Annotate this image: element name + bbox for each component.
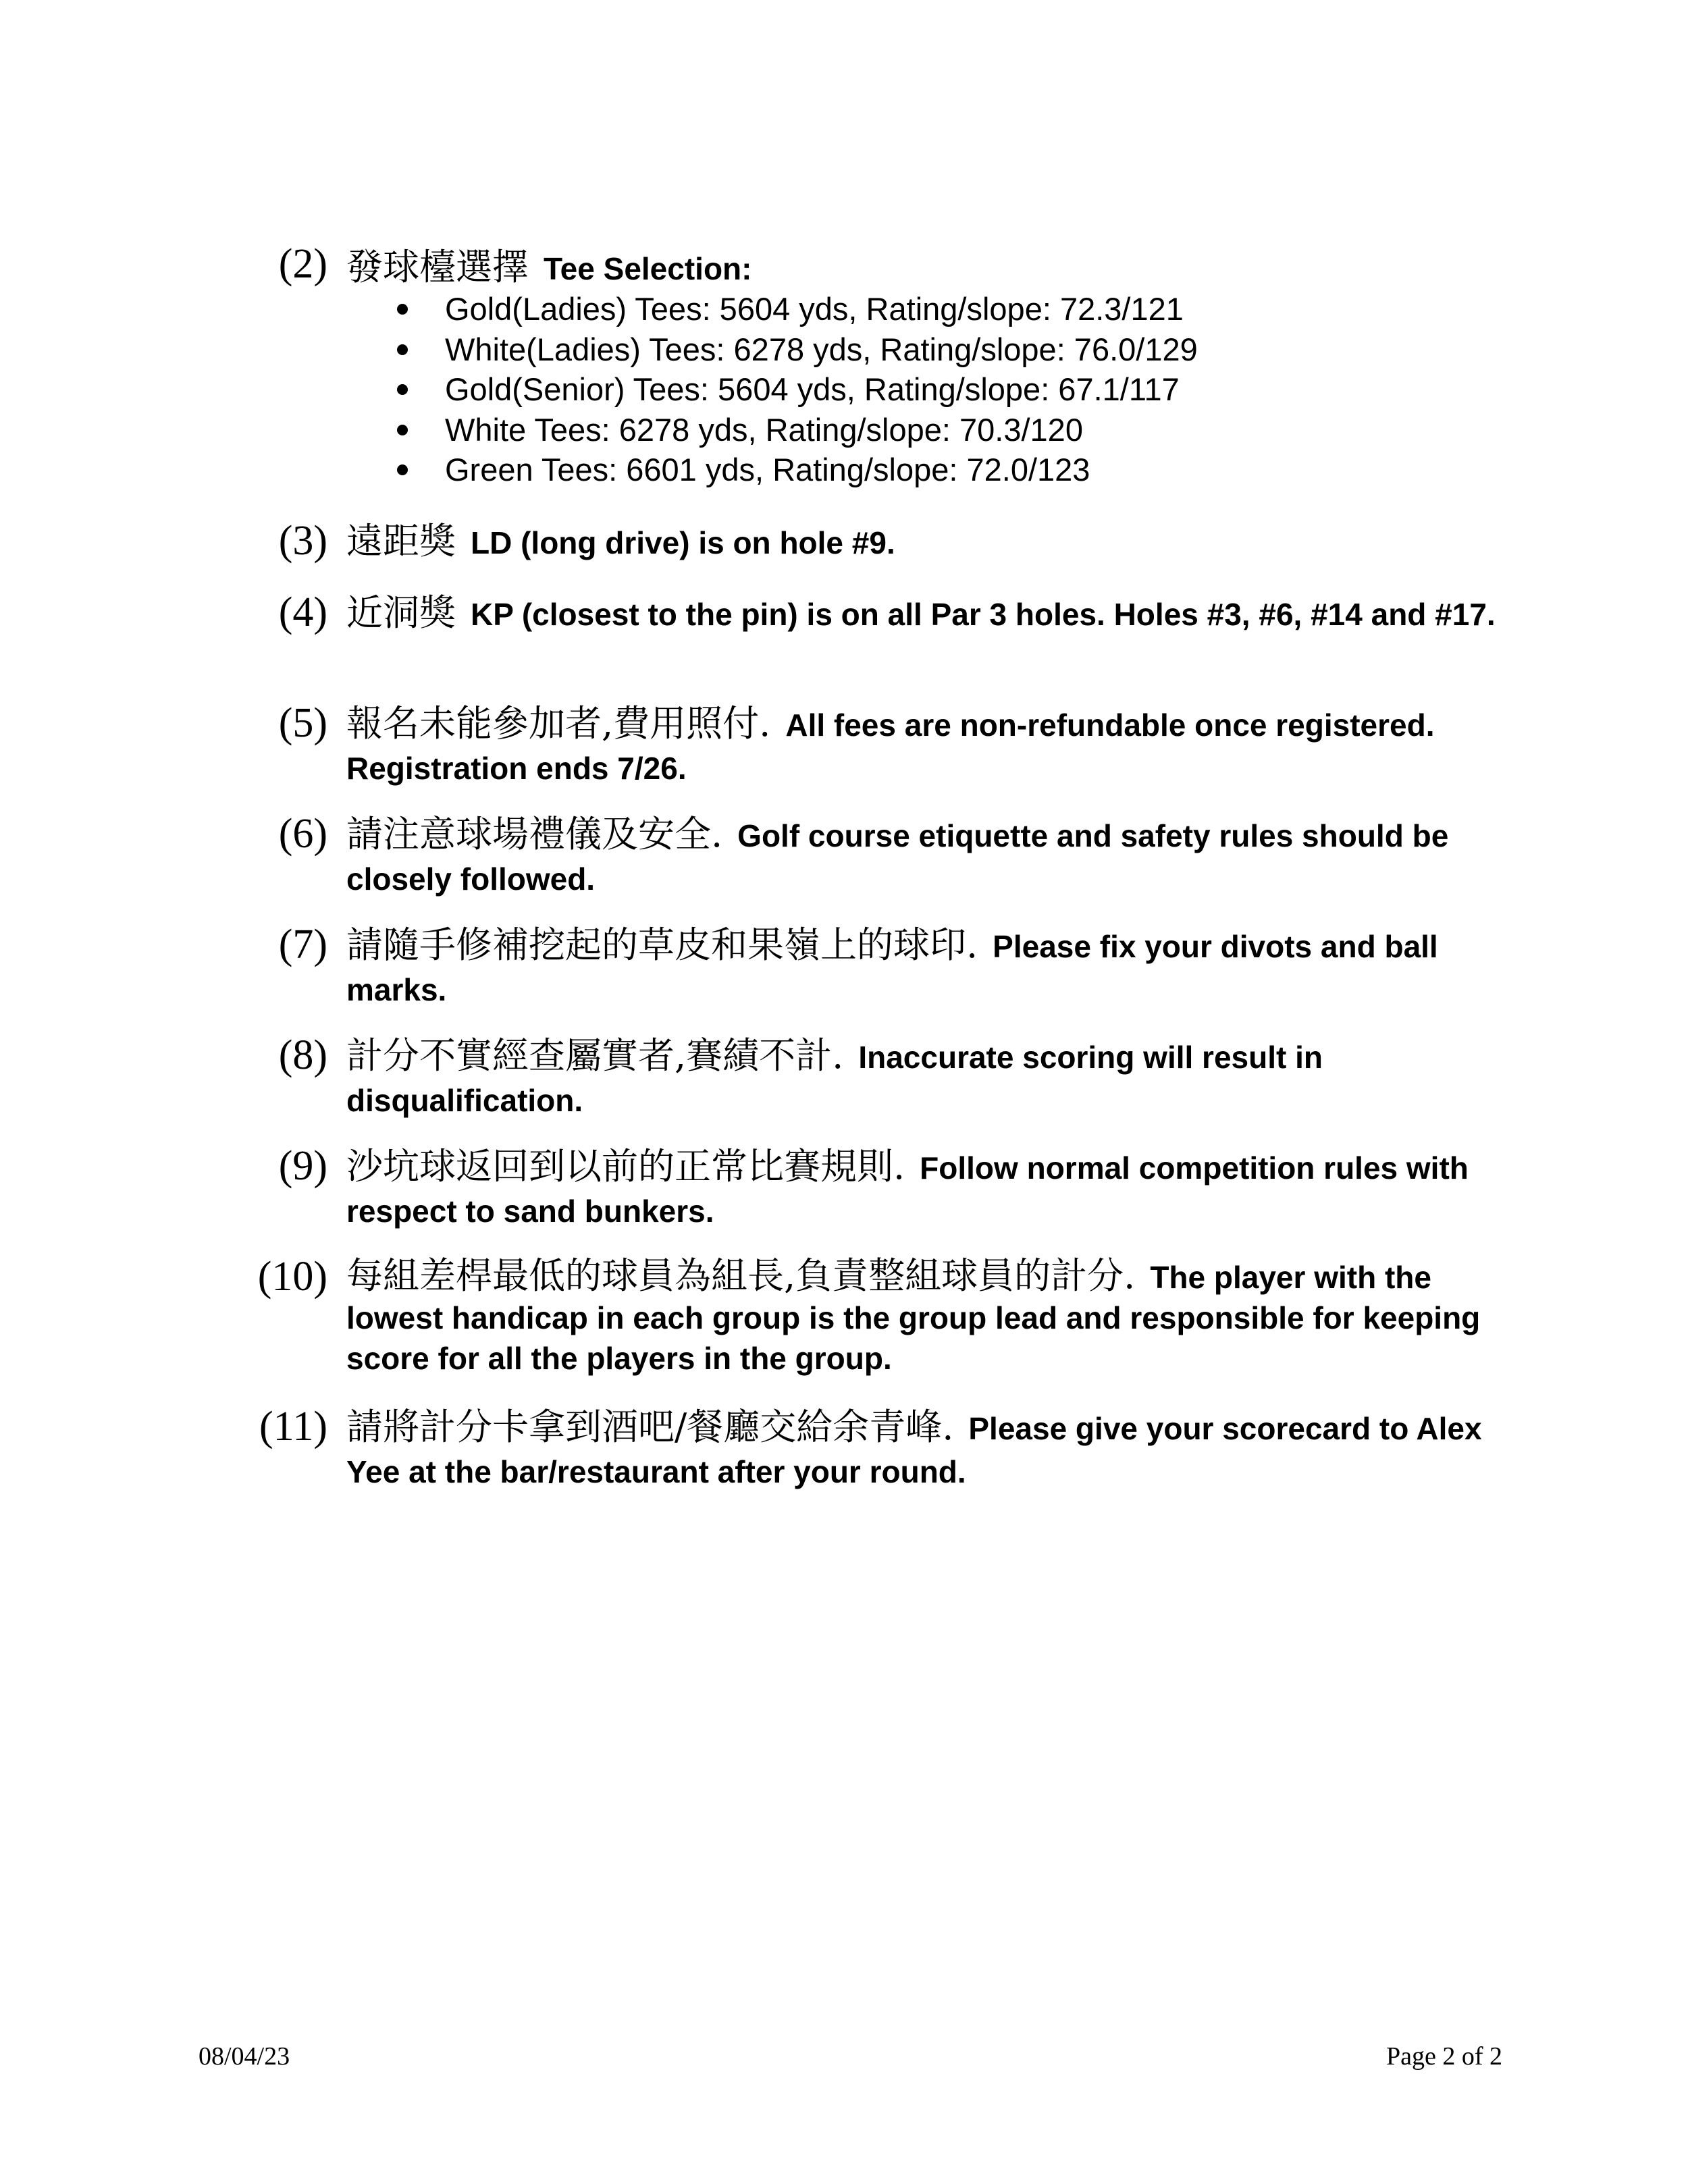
item-english-text: Follow normal competition rules with respect to sand bunkers. [346,1150,1469,1229]
item-number: (3) [278,518,327,564]
item-english-text: Tee Selection: [544,251,752,286]
tee-list-item [346,369,1494,410]
item-english-text: Inaccurate scoring will result in disqualification. [346,1040,1323,1118]
bullet-icon [397,344,408,355]
tee-list-item [346,450,1494,490]
bullet-icon [397,425,408,435]
item-english-text: All fees are non-refundable once registered. Registration ends 7/26. [346,708,1435,786]
bullet-icon [397,304,408,315]
item-number: (2) [278,241,327,287]
bullet-icon [397,384,408,395]
item-english-text: Please give your scorecard to Alex Yee at the bar/restaurant after your round. [346,1411,1482,1489]
item-number: (8) [278,1032,327,1078]
item-english-text: KP (closest to the pin) is on all Par 3 holes. Holes #3, #6, #14 and #17. [471,597,1496,632]
item-english-text: Golf course etiquette and safety rules should be closely followed. [346,818,1449,897]
item-english-text: The player with the lowest handicap in each group is the group lead and responsible for keeping score for all the players in the group. [346,1260,1481,1376]
tee-list-item [346,289,1494,329]
item-chinese-text: 近洞獎 [346,591,456,634]
tee-text: White Tees: 6278 yds, Rating/slope: 70.3/120 [445,411,1083,448]
item-chinese-text: 報名未能參加者,費用照付. [346,702,771,745]
tee-text: White(Ladies) Tees: 6278 yds, Rating/slope: 76.0/129 [445,331,1198,367]
item-number: (11) [259,1404,327,1449]
item-chinese-text: 請注意球場禮儀及安全. [346,813,723,855]
item-number: (7) [278,922,327,967]
item-chinese-text: 計分不實經查屬實者,賽績不計. [346,1034,844,1077]
tee-text: Green Tees: 6601 yds, Rating/slope: 72.0/123 [445,452,1090,487]
item-number: (9) [278,1143,327,1189]
tee-list-item [346,410,1494,450]
tee-list-item [346,329,1494,370]
bullet-icon [397,464,408,475]
item-chinese-text: 沙坑球返回到以前的正常比賽規則. [346,1145,905,1188]
item-english-text: Please fix your divots and ball marks. [346,929,1438,1007]
item-number: (4) [278,589,327,635]
footer-page-number: Page 2 of 2 [1386,2042,1502,2071]
item-chinese-text: 請隨手修補挖起的草皮和果嶺上的球印. [346,924,978,966]
item-english-text: LD (long drive) is on hole #9. [471,525,895,560]
item-number: (10) [257,1254,327,1300]
tee-list [346,289,1494,490]
item-chinese-text: 請將計分卡拿到酒吧/餐廳交給余青峰. [346,1406,954,1448]
item-chinese-text: 每組差桿最低的球員為組長,負責整組球員的計分. [346,1254,1136,1297]
footer-date: 08/04/23 [199,2042,290,2071]
item-number: (5) [278,700,327,746]
tee-text: Gold(Ladies) Tees: 5604 yds, Rating/slope: 72.3/121 [445,291,1184,327]
tee-text: Gold(Senior) Tees: 5604 yds, Rating/slope: 67.1/117 [445,371,1180,407]
item-chinese-text: 遠距獎 [346,520,456,562]
item-number: (6) [278,811,327,857]
item-chinese-text: 發球檯選擇 [346,246,529,288]
